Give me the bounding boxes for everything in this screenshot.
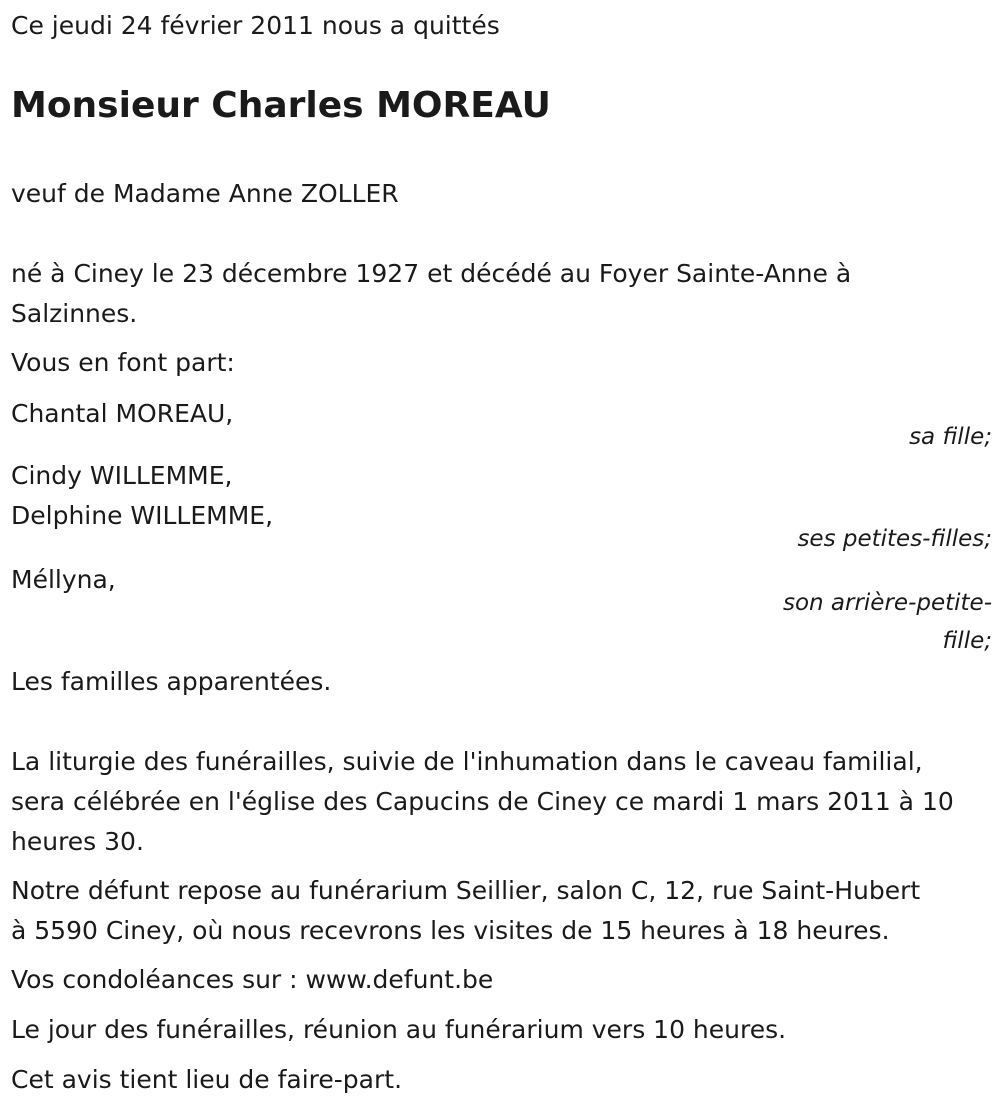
relation-daughter: sa fille; — [909, 424, 992, 450]
liturgy-text-line2: sera célébrée en l'église des Capucins de Ciney ce mardi 1 mars 2011 à 10 — [11, 787, 954, 816]
liturgy-text-line1: La liturgie des funérailles, suivie de l'inhumation dans le caveau familial, — [11, 747, 923, 776]
condolences-text: Vos condoléances sur : www.defunt.be — [11, 965, 494, 994]
intro-text: Ce jeudi 24 février 2011 nous a quittés — [11, 11, 500, 40]
family-member-granddaughter-2: Delphine WILLEMME, — [11, 501, 274, 530]
family-member-daughter: Chantal MOREAU, — [11, 399, 234, 428]
notice-text: Cet avis tient lieu de faire-part. — [11, 1065, 403, 1094]
birth-text-line2: Salzinnes. — [11, 299, 138, 328]
spouse-text: veuf de Madame Anne ZOLLER — [11, 179, 399, 208]
relation-granddaughters: ses petites-filles; — [797, 526, 992, 552]
family-member-granddaughter-1: Cindy WILLEMME, — [11, 461, 233, 490]
rest-text-line2: à 5590 Ciney, où nous recevrons les visites de 15 heures à 18 heures. — [11, 916, 890, 945]
relation-great-granddaughter-line1: son arrière-petite- — [782, 590, 992, 616]
birth-text-line1: né à Ciney le 23 décembre 1927 et décédé au Foyer Sainte-Anne à — [11, 259, 852, 288]
rest-text-line1: Notre défunt repose au funérarium Seillier, salon C, 12, rue Saint-Hubert — [11, 876, 921, 905]
family-member-great-granddaughter: Méllyna, — [11, 565, 116, 594]
meeting-text: Le jour des funérailles, réunion au funérarium vers 10 heures. — [11, 1015, 787, 1044]
announce-text: Vous en font part: — [11, 348, 235, 377]
relation-great-granddaughter-line2: fille; — [942, 628, 992, 654]
deceased-name: Monsieur Charles MOREAU — [11, 85, 551, 126]
relatives-text: Les familles apparentées. — [11, 667, 332, 696]
liturgy-text-line3: heures 30. — [11, 827, 144, 856]
